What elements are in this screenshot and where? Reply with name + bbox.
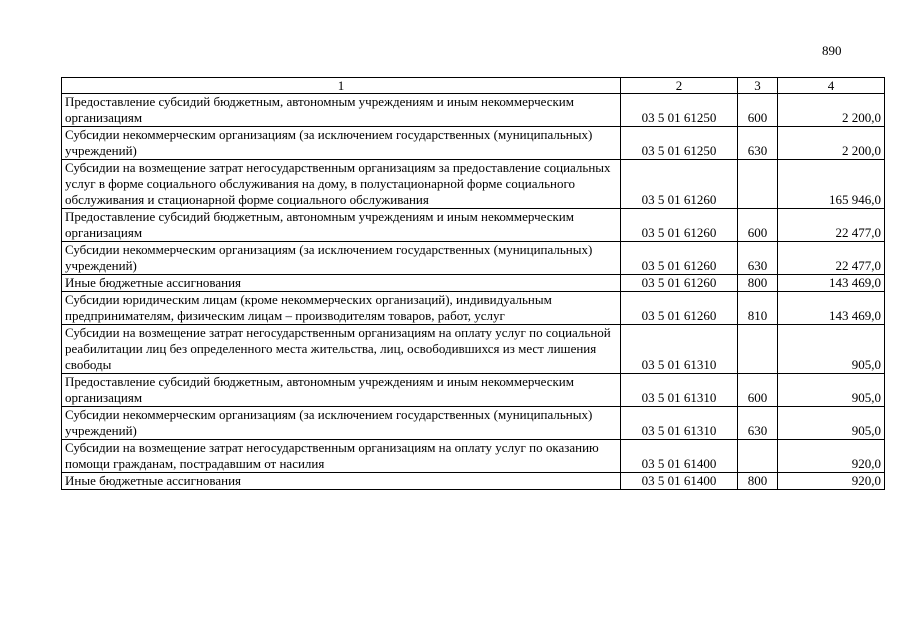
row-code: 03 5 01 61260 [621,160,738,209]
row-amount: 920,0 [778,440,885,473]
row-expense-type: 600 [738,94,778,127]
table-row [62,275,885,292]
row-expense-type [738,440,778,473]
row-code: 03 5 01 61400 [621,440,738,473]
row-amount: 165 946,0 [778,160,885,209]
row-name: Предоставление субсидий бюджетным, автономным учреждениям и иным некоммерческим организациям [62,374,621,407]
row-name: Субсидии некоммерческим организациям (за исключением государственных (муниципальных) учреждений) [62,407,621,440]
table-row [62,209,885,242]
row-name: Субсидии некоммерческим организациям (за исключением государственных (муниципальных) учреждений) [62,127,621,160]
row-expense-type: 810 [738,292,778,325]
row-amount: 905,0 [778,407,885,440]
row-amount: 143 469,0 [778,275,885,292]
row-name: Субсидии некоммерческим организациям (за исключением государственных (муниципальных) учреждений) [62,242,621,275]
row-expense-type: 630 [738,127,778,160]
row-code: 03 5 01 61310 [621,407,738,440]
row-name: Предоставление субсидий бюджетным, автономным учреждениям и иным некоммерческим организациям [62,94,621,127]
row-amount: 22 477,0 [778,209,885,242]
table-row [62,94,885,127]
table-row [62,473,885,490]
column-header-1: 1 [62,78,621,94]
column-header-3: 3 [738,78,778,94]
row-code: 03 5 01 61260 [621,292,738,325]
row-expense-type [738,160,778,209]
row-expense-type: 600 [738,374,778,407]
row-expense-type: 800 [738,275,778,292]
row-code: 03 5 01 61250 [621,127,738,160]
row-code: 03 5 01 61260 [621,242,738,275]
row-name: Субсидии на возмещение затрат негосударственным организациям на оплату услуг по оказанию помощи гражданам, пострадавшим от насилия [62,440,621,473]
row-expense-type: 600 [738,209,778,242]
table-row [62,374,885,407]
row-name: Субсидии юридическим лицам (кроме некоммерческих организаций), индивидуальным предпринимателям, физическим лицам – производителям товаров, работ, услуг [62,292,621,325]
row-expense-type: 800 [738,473,778,490]
row-amount: 2 200,0 [778,127,885,160]
row-amount: 2 200,0 [778,94,885,127]
row-amount: 905,0 [778,325,885,374]
row-code: 03 5 01 61250 [621,94,738,127]
row-code: 03 5 01 61310 [621,325,738,374]
table-row [62,292,885,325]
column-header-4: 4 [778,78,885,94]
table-row [62,325,885,374]
table-row [62,127,885,160]
table-row [62,440,885,473]
row-code: 03 5 01 61400 [621,473,738,490]
row-amount: 143 469,0 [778,292,885,325]
row-expense-type [738,325,778,374]
row-code: 03 5 01 61260 [621,275,738,292]
table-row [62,407,885,440]
page-number: 890 [822,43,842,58]
row-amount: 920,0 [778,473,885,490]
table-row [62,160,885,209]
table-row [62,242,885,275]
row-expense-type: 630 [738,242,778,275]
row-expense-type: 630 [738,407,778,440]
row-name: Субсидии на возмещение затрат негосударственным организациям за предоставление социальных услуг в форме социального обслуживания на дому, в полустационарной форме социального обслуживания и стационарной форме социального обслуживания [62,160,621,209]
row-name: Субсидии на возмещение затрат негосударственным организациям на оплату услуг по социальной реабилитации лиц без определенного места жительства, лиц, освободившихся из мест лишения свободы [62,325,621,374]
budget-table [61,77,885,490]
row-name: Иные бюджетные ассигнования [62,473,621,490]
column-header-2: 2 [621,78,738,94]
table-body [62,94,885,490]
row-code: 03 5 01 61260 [621,209,738,242]
header-row [62,78,885,94]
row-code: 03 5 01 61310 [621,374,738,407]
row-name: Иные бюджетные ассигнования [62,275,621,292]
row-name: Предоставление субсидий бюджетным, автономным учреждениям и иным некоммерческим организациям [62,209,621,242]
row-amount: 22 477,0 [778,242,885,275]
row-amount: 905,0 [778,374,885,407]
